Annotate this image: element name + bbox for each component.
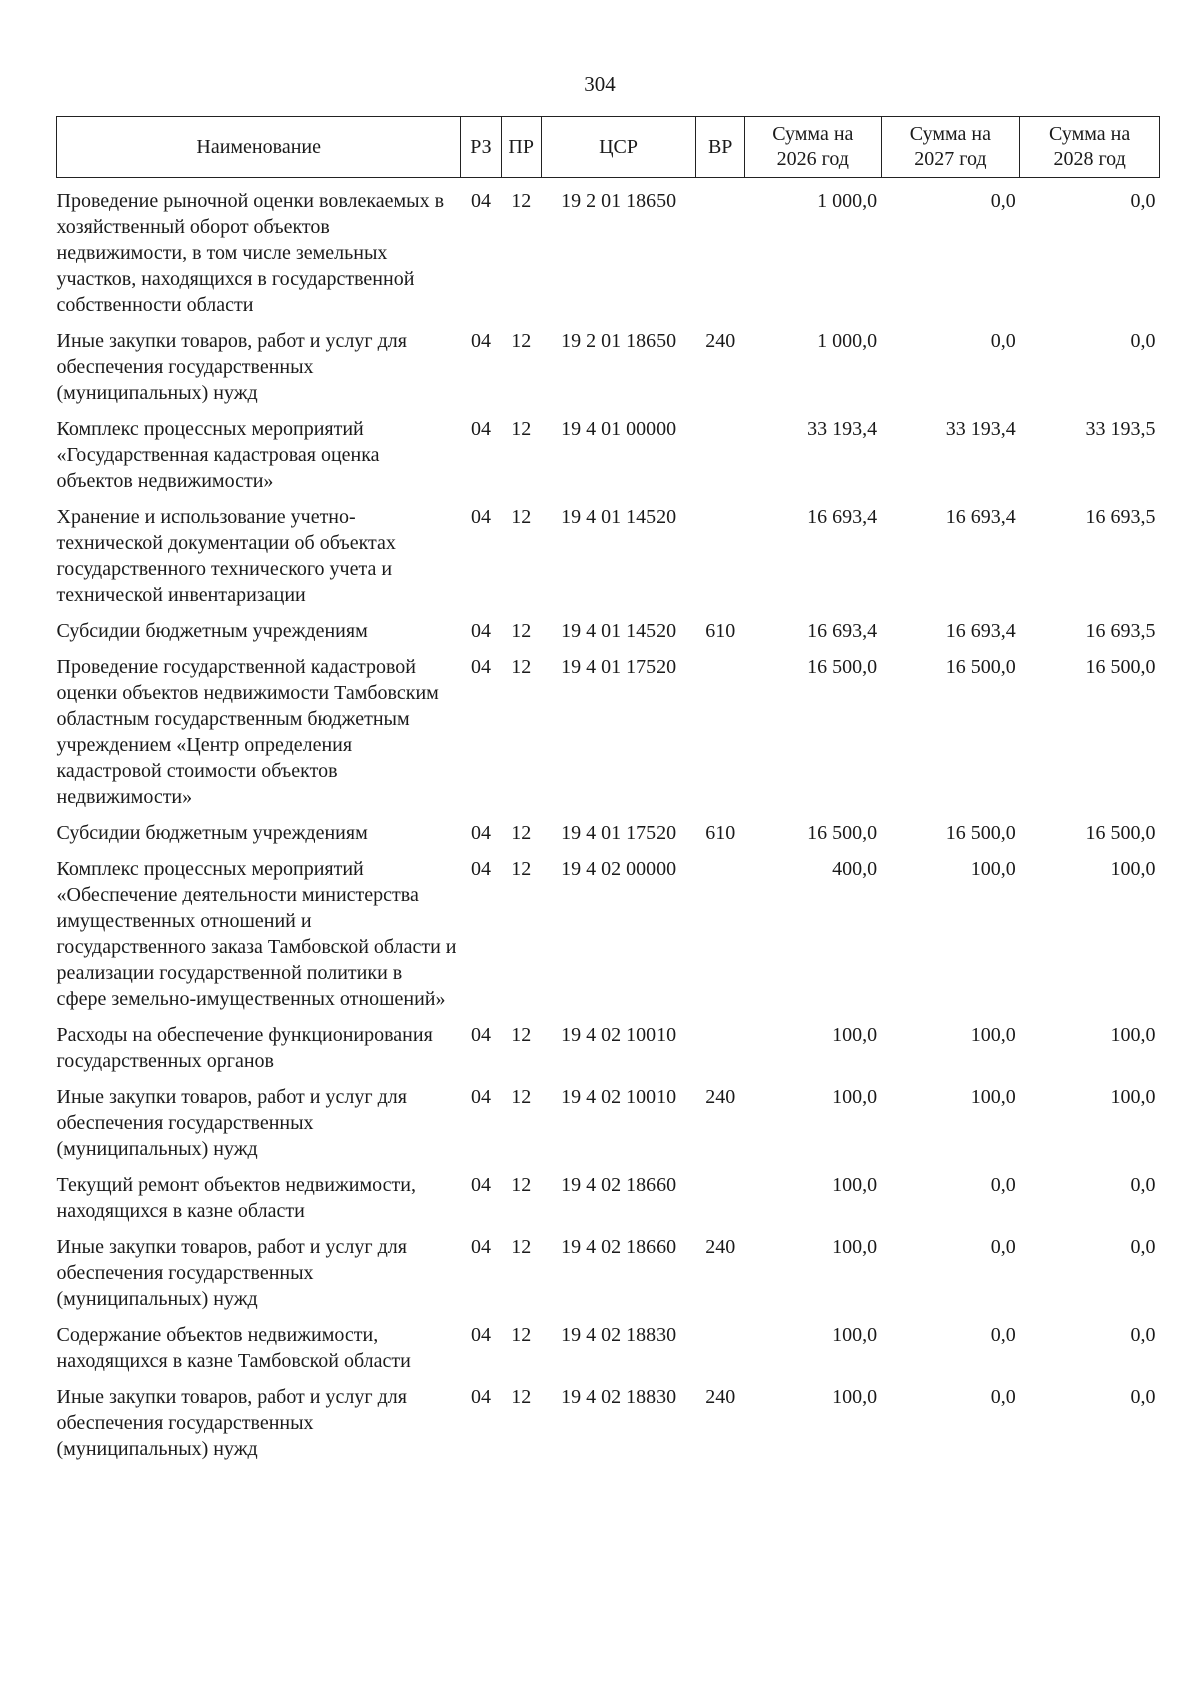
cell-pr: 12 [511,656,532,678]
cell-name: Субсидии бюджетным учреждениям [56,822,368,844]
cell-name: Хранение и использование учетно-технической документации об объектах государственного технического учета и технической инвентаризации [56,506,396,606]
cell-pr: 12 [511,1386,532,1408]
cell-sum-2026: 100,0 [832,1236,878,1258]
cell-sum-2027: 100,0 [970,1024,1016,1046]
cell-name: Комплекс процессных мероприятий «Государственная кадастровая оценка объектов недвижимости» [56,418,380,492]
cell-pr: 12 [511,822,532,844]
cell-sum-2028: 0,0 [1130,1174,1156,1196]
cell-csr: 19 4 02 18830 [561,1386,677,1408]
header-sum-2027: Сумма на 2027 год [881,117,1020,178]
cell-sum-2028: 16 693,5 [1085,620,1156,642]
cell-sum-2028: 100,0 [1110,1086,1156,1108]
cell-vr [696,1162,745,1224]
cell-rz: 04 [470,1236,491,1258]
cell-rz: 04 [470,1386,491,1408]
cell-pr: 12 [511,418,532,440]
cell-pr: 12 [511,190,532,212]
cell-vr [696,644,745,810]
cell-sum-2027: 0,0 [990,1174,1016,1196]
cell-pr: 12 [511,1024,532,1046]
cell-sum-2028: 0,0 [1130,1386,1156,1408]
cell-sum-2027: 0,0 [990,330,1016,352]
cell-sum-2027: 16 500,0 [945,822,1016,844]
header-csr: ЦСР [541,117,696,178]
cell-rz: 04 [470,190,491,212]
cell-csr: 19 2 01 18650 [561,190,677,212]
cell-sum-2026: 16 693,4 [807,506,878,528]
cell-vr: 610 [705,822,736,844]
table-row [57,1012,1160,1074]
cell-sum-2028: 0,0 [1130,1236,1156,1258]
cell-sum-2028: 0,0 [1130,1324,1156,1346]
cell-csr: 19 4 01 17520 [561,656,677,678]
cell-sum-2026: 100,0 [832,1024,878,1046]
cell-csr: 19 4 01 14520 [561,506,677,528]
table-row [57,1224,1160,1312]
table-row [57,318,1160,406]
cell-pr: 12 [511,1236,532,1258]
cell-rz: 04 [470,418,491,440]
table-row [57,644,1160,810]
table-header-row [57,117,1160,178]
cell-sum-2026: 1 000,0 [817,190,878,212]
cell-sum-2027: 0,0 [990,1236,1016,1258]
cell-sum-2027: 100,0 [970,1086,1016,1108]
cell-name: Проведение рыночной оценки вовлекаемых в хозяйственный оборот объектов недвижимости, в том числе земельных участков, находящихся в государственной собственности области [56,190,445,316]
cell-rz: 04 [470,656,491,678]
cell-sum-2026: 100,0 [832,1324,878,1346]
cell-sum-2026: 100,0 [832,1174,878,1196]
cell-rz: 04 [470,1174,491,1196]
cell-vr: 240 [705,1236,736,1258]
cell-rz: 04 [470,822,491,844]
table-row [57,608,1160,644]
header-sum-2028: Сумма на 2028 год [1020,117,1160,178]
cell-sum-2028: 100,0 [1110,858,1156,880]
page-number: 304 [584,72,616,96]
cell-csr: 19 4 02 18660 [561,1174,677,1196]
cell-vr [696,1012,745,1074]
cell-pr: 12 [511,1086,532,1108]
cell-sum-2026: 1 000,0 [817,330,878,352]
cell-csr: 19 4 02 00000 [561,858,677,880]
cell-vr [696,846,745,1012]
cell-csr: 19 4 02 18830 [561,1324,677,1346]
cell-vr: 610 [705,620,736,642]
budget-table [56,116,1160,1462]
cell-sum-2028: 16 500,0 [1085,822,1156,844]
cell-vr [696,494,745,608]
cell-sum-2028: 16 693,5 [1085,506,1156,528]
table-row [57,1162,1160,1224]
cell-csr: 19 4 01 17520 [561,822,677,844]
cell-sum-2026: 100,0 [832,1386,878,1408]
cell-rz: 04 [470,506,491,528]
cell-name: Текущий ремонт объектов недвижимости, находящихся в казне области [56,1174,416,1222]
header-rz: РЗ [461,117,501,178]
cell-pr: 12 [511,858,532,880]
cell-pr: 12 [511,1324,532,1346]
cell-rz: 04 [470,620,491,642]
cell-sum-2028: 100,0 [1110,1024,1156,1046]
cell-sum-2027: 0,0 [990,1324,1016,1346]
cell-csr: 19 4 02 10010 [561,1024,677,1046]
cell-vr [696,178,745,319]
cell-name: Комплекс процессных мероприятий «Обеспечение деятельности министерства имущественных отношений и государственного заказа Тамбовской области и реализации государственной политики в сфере земельно-имущественных отношений» [56,858,457,1010]
cell-pr: 12 [511,620,532,642]
cell-csr: 19 4 01 14520 [561,620,677,642]
cell-csr: 19 4 02 10010 [561,1086,677,1108]
cell-rz: 04 [470,858,491,880]
cell-sum-2026: 16 500,0 [807,656,878,678]
cell-name: Проведение государственной кадастровой оценки объектов недвижимости Тамбовским областным государственным бюджетным учреждением «Центр определения кадастровой стоимости объектов недвижимости» [56,656,439,808]
cell-csr: 19 2 01 18650 [561,330,677,352]
cell-sum-2028: 0,0 [1130,190,1156,212]
cell-sum-2026: 16 693,4 [807,620,878,642]
table-row [57,846,1160,1012]
table-row [57,494,1160,608]
cell-sum-2026: 16 500,0 [807,822,878,844]
header-pr: ПР [501,117,541,178]
cell-vr [696,406,745,494]
cell-pr: 12 [511,1174,532,1196]
cell-name: Иные закупки товаров, работ и услуг для обеспечения государственных (муниципальных) нужд [56,330,407,404]
cell-sum-2027: 33 193,4 [945,418,1016,440]
cell-sum-2027: 100,0 [970,858,1016,880]
cell-pr: 12 [511,506,532,528]
cell-rz: 04 [470,1024,491,1046]
table-row [57,1312,1160,1374]
table-row [57,1074,1160,1162]
cell-rz: 04 [470,330,491,352]
header-name: Наименование [57,117,461,178]
table-row [57,178,1160,319]
cell-vr: 240 [705,330,736,352]
cell-pr: 12 [511,330,532,352]
cell-rz: 04 [470,1324,491,1346]
cell-rz: 04 [470,1086,491,1108]
cell-sum-2027: 0,0 [990,1386,1016,1408]
header-vr: ВР [696,117,745,178]
cell-csr: 19 4 02 18660 [561,1236,677,1258]
cell-vr: 240 [705,1386,736,1408]
cell-sum-2027: 16 500,0 [945,656,1016,678]
cell-sum-2027: 16 693,4 [945,506,1016,528]
cell-sum-2026: 33 193,4 [807,418,878,440]
cell-name: Расходы на обеспечение функционирования государственных органов [56,1024,433,1072]
table-row [57,1374,1160,1462]
cell-sum-2028: 0,0 [1130,330,1156,352]
cell-sum-2028: 16 500,0 [1085,656,1156,678]
cell-sum-2026: 100,0 [832,1086,878,1108]
table-row [57,406,1160,494]
cell-name: Иные закупки товаров, работ и услуг для обеспечения государственных (муниципальных) нужд [56,1236,407,1310]
cell-vr [696,1312,745,1374]
cell-vr: 240 [705,1086,736,1108]
table-body [57,178,1160,1463]
cell-name: Субсидии бюджетным учреждениям [56,620,368,642]
cell-name: Иные закупки товаров, работ и услуг для обеспечения государственных (муниципальных) нужд [56,1386,407,1460]
cell-sum-2028: 33 193,5 [1085,418,1156,440]
cell-name: Иные закупки товаров, работ и услуг для обеспечения государственных (муниципальных) нужд [56,1086,407,1160]
cell-sum-2026: 400,0 [832,858,878,880]
cell-name: Содержание объектов недвижимости, находящихся в казне Тамбовской области [56,1324,411,1372]
cell-csr: 19 4 01 00000 [561,418,677,440]
table-row [57,810,1160,846]
cell-sum-2027: 0,0 [990,190,1016,212]
cell-sum-2027: 16 693,4 [945,620,1016,642]
header-sum-2026: Сумма на 2026 год [745,117,882,178]
